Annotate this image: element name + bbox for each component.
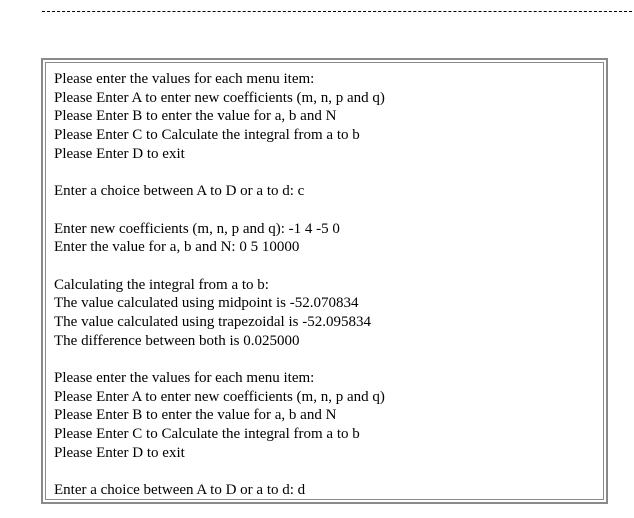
console-output: [54, 70, 385, 500]
console-line: Please Enter D to exit: [54, 145, 185, 162]
console-blank-line: [54, 163, 385, 182]
console-output-frame: [41, 58, 608, 504]
console-line: The value calculated using trapezoidal is -52.095834: [54, 313, 371, 330]
console-line: The value calculated using midpoint is -52.070834: [54, 295, 359, 312]
console-blank-line: [54, 201, 385, 220]
console-blank-line: [54, 462, 385, 481]
console-line: Please Enter C to Calculate the integral from a to b: [54, 127, 360, 144]
console-line: Please Enter B to enter the value for a, b and N: [54, 108, 337, 125]
console-line: The difference between both is 0.025000: [54, 332, 300, 349]
console-line: Please Enter A to enter new coefficients (m, n, p and q): [54, 388, 385, 405]
console-line: Please enter the values for each menu item:: [54, 71, 315, 87]
console-line: Please Enter C to Calculate the integral from a to b: [54, 426, 360, 443]
console-line: Enter a choice between A to D or a to d: d: [54, 482, 306, 499]
console-line: Enter a choice between A to D or a to d: c: [54, 183, 305, 200]
console-line: Enter new coefficients (m, n, p and q): -1 4 -5 0: [54, 220, 340, 237]
console-line: Please Enter D to exit: [54, 444, 185, 461]
console-line: Please enter the values for each menu item:: [54, 370, 315, 386]
console-line: Enter the value for a, b and N: 0 5 10000: [54, 239, 300, 256]
console-line: Please Enter B to enter the value for a, b and N: [54, 407, 337, 424]
console-blank-line: [54, 257, 385, 276]
console-line: Calculating the integral from a to b:: [54, 276, 269, 293]
console-blank-line: [54, 350, 385, 369]
console-line: Please Enter A to enter new coefficients (m, n, p and q): [54, 89, 385, 106]
dashed-separator: [42, 11, 632, 12]
